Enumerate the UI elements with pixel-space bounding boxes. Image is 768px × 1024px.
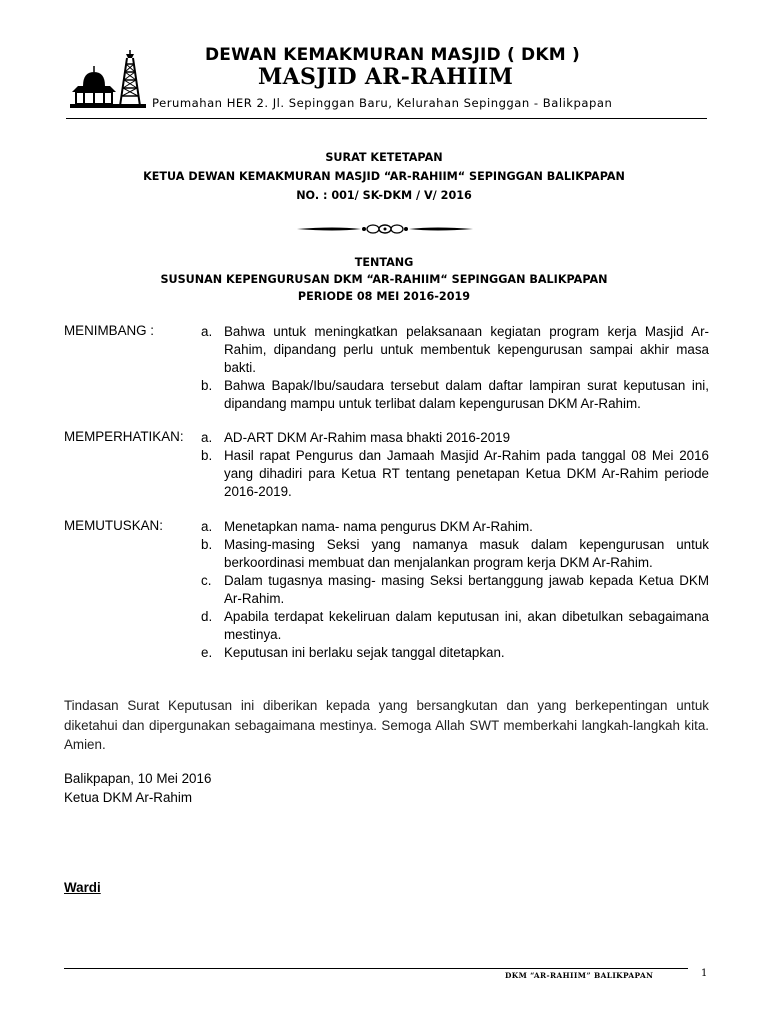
item-text: Apabila terdapat kekeliruan dalam keputusan ini, akan dibetulkan sebagaimana mestinya. [224,609,709,642]
list-item [201,608,709,644]
address: Perumahan HER 2. Jl. Sepinggan Baru, Kelurahan Sepinggan - Balikpapan [152,96,613,110]
footer-text: DKM “AR-RAHIIM” BALIKPAPAN [505,971,654,980]
item-letter: e. [201,645,213,660]
list-item [201,429,709,447]
item-letter: b. [201,537,213,552]
item-letter: c. [201,573,212,588]
item-letter: a. [201,519,213,534]
item-text: Keputusan ini berlaku sejak tanggal ditetapkan. [224,645,505,660]
item-text: Masing-masing Seksi yang namanya masuk dalam kepengurusan untuk berkoordinasi membuat dan menjalankan program kerja DKM Ar-Rahim. [224,537,709,570]
title-line-1: SURAT KETETAPAN [325,151,443,164]
closing-paragraph: Tindasan Surat Keputusan ini diberikan kepada yang bersangkutan dan yang berkepentingan untuk diketahui dan dipergunakan sebagaimana mestinya. Semoga Allah SWT memberkahi langkah-langkah kita. Amien. [64,698,709,752]
list-item [201,518,709,536]
mosque-icon [68,48,148,110]
period-line: PERIODE 08 MEI 2016-2019 [297,290,471,303]
list-item [201,572,709,608]
list-item [201,536,709,572]
subject-line: SUSUNAN KEPENGURUSAN DKM “AR-RAHIIM“ SEPINGGAN BALIKPAPAN [160,273,608,286]
item-text: Dalam tugasnya masing- masing Seksi bertanggung jawab kepada Ketua DKM Ar-Rahim. [224,573,709,606]
title-line-2: KETUA DEWAN KEMAKMURAN MASJID “AR-RAHIIM“ SEPINGGAN BALIKPAPAN [143,170,625,183]
item-letter: b. [201,378,213,393]
item-letter: d. [201,609,213,624]
list-item [201,447,709,501]
section-label-menimbang: MENIMBANG : [64,323,155,338]
item-text: Bahwa Bapak/Ibu/saudara tersebut dalam daftar lampiran surat keputusan ini, dipandang mampu untuk terlibat dalam kepengurusan DKM Ar-Rahim. [224,378,709,411]
list-item [201,644,709,662]
item-letter: a. [201,324,213,339]
list-item [201,323,709,377]
list-item [201,377,709,413]
item-text: AD-ART DKM Ar-Rahim masa bhakti 2016-2019 [224,430,511,445]
organization-name: DEWAN KEMAKMURAN MASJID ( DKM ) [205,45,580,65]
section-label-memutuskan: MEMUTUSKAN: [64,518,163,533]
place-date: Balikpapan, 10 Mei 2016 [64,771,212,786]
ornament-divider-icon [295,222,475,236]
footer-divider [64,968,688,969]
item-letter: b. [201,448,213,463]
decree-number: NO. : 001/ SK-DKM / V/ 2016 [296,189,472,202]
item-text: Menetapkan nama- nama pengurus DKM Ar-Rahim. [224,519,533,534]
item-text: Hasil rapat Pengurus dan Jamaah Masjid Ar-Rahim pada tanggal 08 Mei 2016 yang dihadiri para Ketua RT tentang penetapan Ketua DKM Ar-Rahim periode 2016-2019. [224,448,709,499]
signer-name: Wardi [64,880,101,895]
item-text: Bahwa untuk meningkatkan pelaksanaan kegiatan program kerja Masjid Ar-Rahim, dipandang perlu untuk membentuk kepengurusan sampai akhir masa bakti. [224,324,709,375]
section-label-memperhatikan: MEMPERHATIKAN: [64,429,184,444]
mosque-name: MASJID AR-RAHIIM [258,64,514,90]
signer-position: Ketua DKM Ar-Rahim [64,790,192,805]
page-number: 1 [701,968,708,979]
item-letter: a. [201,430,213,445]
about-heading: TENTANG [354,256,414,269]
letterhead-divider [66,118,707,119]
